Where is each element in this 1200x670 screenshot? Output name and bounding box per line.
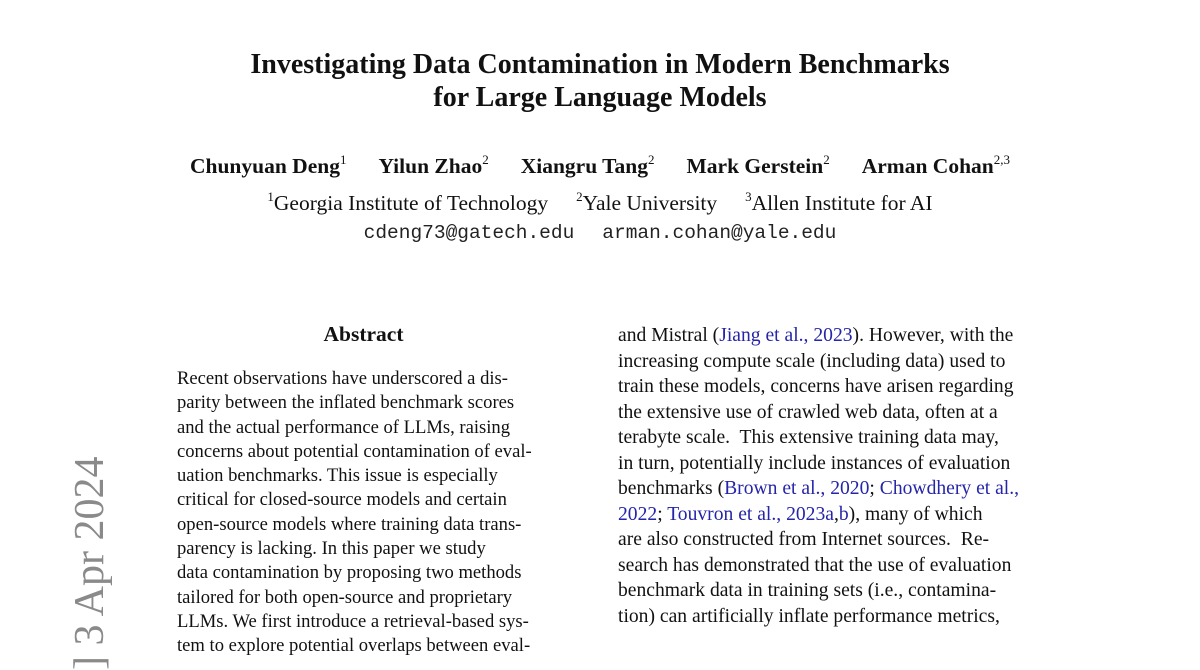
author xyxy=(862,154,1010,178)
title-line: Investigating Data Contamination in Modern Benchmarks xyxy=(250,49,950,80)
body-line xyxy=(618,400,1058,426)
abstract-heading: Abstract xyxy=(323,322,404,346)
author xyxy=(378,154,488,178)
affiliation-marker: 2 xyxy=(482,152,489,167)
abstract-line: parency is lacking. In this paper we study xyxy=(177,538,486,560)
text-segment: the extensive use of crawled web data, often at a xyxy=(618,401,998,423)
author-name: Arman Cohan xyxy=(861,154,994,178)
text-segment: ), many of which xyxy=(848,503,983,525)
author xyxy=(190,154,346,178)
author xyxy=(521,154,655,178)
body-line xyxy=(618,374,1058,400)
author xyxy=(687,154,830,178)
affiliation xyxy=(745,191,932,215)
author-name: Mark Gerstein xyxy=(686,154,824,178)
author-name: Chunyuan Deng xyxy=(189,154,340,178)
body-line xyxy=(618,349,1058,375)
paper-title xyxy=(0,48,1200,114)
citation-link[interactable]: 2022 xyxy=(618,503,658,525)
abstract-line: and the actual performance of LLMs, raising xyxy=(177,416,511,438)
abstract-line: open-source models where training data trans- xyxy=(177,513,522,535)
body-line xyxy=(618,553,1058,579)
body-text-column xyxy=(618,323,1058,629)
affiliation-number: 3 xyxy=(745,189,752,204)
affiliation-number: 2 xyxy=(576,189,583,204)
abstract-body xyxy=(177,367,550,659)
abstract-line: Recent observations have underscored a dis- xyxy=(177,368,508,389)
text-segment: ; xyxy=(869,478,880,499)
text-segment: tion) can artificially inflate performance metrics, xyxy=(618,605,1000,627)
text-segment: and Mistral ( xyxy=(618,325,720,346)
affiliation-marker: 2 xyxy=(823,152,830,167)
body-line xyxy=(618,425,1058,451)
text-segment: benchmark data in training sets (i.e., contamina- xyxy=(618,580,997,601)
author-name: Xiangru Tang xyxy=(520,154,648,178)
affiliation-marker: 1 xyxy=(339,152,347,167)
citation-link[interactable]: Jiang et al., 2023 xyxy=(719,325,853,346)
citation-link[interactable]: b xyxy=(838,503,849,525)
abstract-line: critical for closed-source models and certain xyxy=(177,489,507,511)
text-segment: train these models, concerns have arisen regarding xyxy=(618,376,1014,397)
affiliation-name: Georgia Institute of Technology xyxy=(273,191,549,215)
affiliation-marker: 2,3 xyxy=(993,152,1010,167)
affiliation-name: Allen Institute for AI xyxy=(751,191,933,215)
text-segment: search has demonstrated that the use of evaluation xyxy=(618,554,1012,576)
citation-link[interactable]: Brown et al., 2020 xyxy=(724,478,870,499)
abstract-line: data contamination by proposing two methods xyxy=(177,562,522,584)
body-line xyxy=(618,578,1058,604)
email-list xyxy=(0,222,1200,244)
affiliation-marker: 2 xyxy=(648,152,655,167)
text-segment: ; xyxy=(657,503,668,525)
arxiv-date-stamp: ] 3 Apr 2024 xyxy=(67,456,113,670)
body-line xyxy=(618,604,1058,630)
abstract-line: uation benchmarks. This issue is especially xyxy=(177,465,498,487)
text-segment: terabyte scale. This extensive training data may, xyxy=(618,427,999,448)
abstract-line: concerns about potential contamination of eval- xyxy=(177,440,532,462)
citation-link[interactable]: Chowdhery et al., xyxy=(879,478,1020,499)
body-line xyxy=(618,476,1058,502)
author-list xyxy=(0,154,1200,179)
abstract-line: tem to explore potential overlaps between eval- xyxy=(177,635,531,657)
affiliation-number: 1 xyxy=(267,189,274,204)
body-line xyxy=(618,527,1058,553)
text-segment: in turn, potentially include instances of evaluation xyxy=(618,452,1011,474)
affiliation xyxy=(267,191,548,215)
text-segment: ). However, with the xyxy=(852,325,1014,346)
abstract-line: LLMs. We first introduce a retrieval-based sys- xyxy=(177,610,529,632)
text-segment: increasing compute scale (including data) used to xyxy=(618,350,1006,372)
body-line xyxy=(618,451,1058,477)
body-line xyxy=(618,323,1058,349)
text-segment: are also constructed from Internet sources. Re- xyxy=(618,529,990,550)
title-line: for Large Language Models xyxy=(433,82,767,113)
affiliation-name: Yale University xyxy=(582,191,718,215)
body-line xyxy=(618,502,1058,528)
author-name: Yilun Zhao xyxy=(378,154,483,178)
email[interactable]: cdeng73@gatech.edu xyxy=(363,222,575,244)
abstract-line: tailored for both open-source and proprietary xyxy=(177,586,513,608)
text-segment: benchmarks ( xyxy=(618,478,725,499)
email[interactable]: arman.cohan@yale.edu xyxy=(602,222,837,244)
text-segment: , xyxy=(833,503,839,525)
abstract-line: parity between the inflated benchmark scores xyxy=(177,392,515,414)
affiliation-list xyxy=(0,191,1200,216)
affiliation xyxy=(576,191,717,215)
citation-link[interactable]: Touvron et al., 2023a xyxy=(667,503,834,525)
